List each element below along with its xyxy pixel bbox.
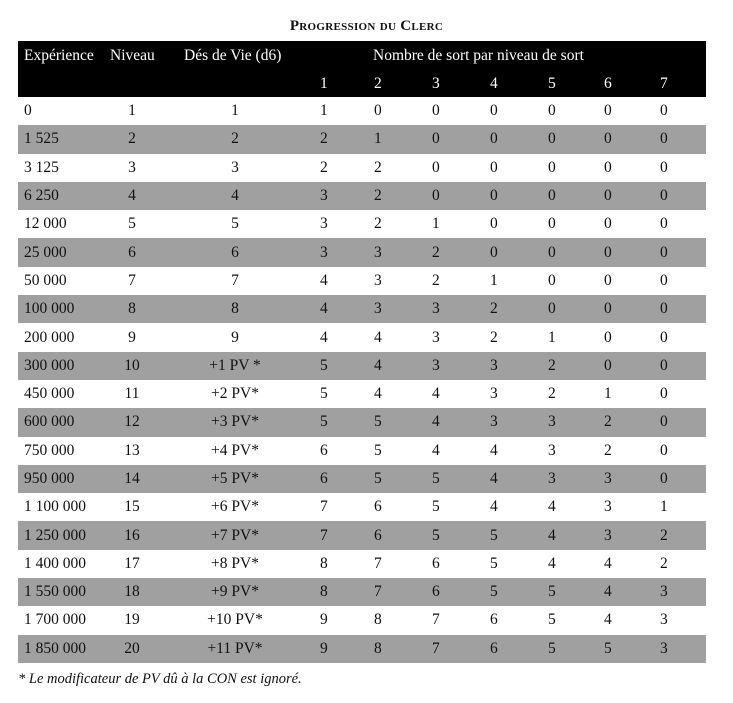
cell-experience: 200 000 [24,328,75,346]
cell-hit-dice: +4 PV* [211,441,259,459]
cell-spell-level-3: 3 [432,356,440,374]
cell-spell-level-1: 4 [320,328,328,346]
cell-spell-level-2: 4 [374,385,382,403]
cell-spell-level-2: 5 [374,441,382,459]
header-spells-group: Nombre de sort par niveau de sort [373,46,584,64]
cell-spell-level-5: 3 [548,470,556,487]
table-row [18,295,706,323]
cell-hit-dice: +1 PV * [209,356,261,374]
cell-experience: 450 000 [24,385,75,403]
cell-spell-level-1: 9 [320,611,328,629]
cell-spell-level-2: 3 [374,243,382,261]
cell-experience: 750 000 [24,441,75,459]
cell-spell-level-1: 5 [320,356,328,374]
cell-spell-level-3: 0 [432,158,440,176]
cell-spell-level-1: 8 [320,583,328,601]
cell-level: 19 [124,611,140,629]
cell-level: 12 [124,413,140,431]
cell-level: 15 [124,498,140,516]
cell-experience: 1 400 000 [24,554,86,572]
cell-spell-level-4: 0 [490,187,498,205]
cell-spell-level-6: 0 [604,243,612,261]
cell-level: 10 [124,356,140,374]
cleric-progression-table [18,41,706,663]
cell-experience: 6 250 [24,187,59,205]
table-row [18,493,706,521]
cell-level: 3 [128,158,136,176]
cell-experience: 1 250 000 [24,526,86,544]
cell-spell-level-2: 5 [374,413,382,431]
cell-spell-level-6: 0 [604,187,612,205]
cell-experience: 3 125 [24,158,59,176]
cell-spell-level-1: 1 [320,102,328,120]
cell-level: 5 [128,215,136,233]
cell-spell-level-5: 0 [548,158,556,176]
cell-spell-level-3: 0 [432,102,440,120]
cell-spell-level-2: 3 [374,300,382,318]
cell-experience: 1 550 000 [24,583,86,601]
cell-spell-level-3: 7 [432,639,440,657]
cell-spell-level-6: 3 [604,470,612,487]
header-spacer [314,41,370,70]
header-spell-level-3: 3 [432,74,440,92]
header-experience: Expérience [24,46,94,64]
cell-hit-dice: +3 PV* [211,413,259,431]
cell-spell-level-3: 2 [432,271,440,289]
cell-spell-level-1: 6 [320,470,328,487]
cell-spell-level-6: 2 [604,413,612,431]
cell-level: 1 [128,102,136,120]
header-spell-level-6: 6 [604,74,612,92]
cell-hit-dice: 9 [231,328,239,346]
cell-level: 16 [124,526,140,544]
cell-level: 2 [128,130,136,148]
header-level: Niveau [110,46,155,64]
cell-spell-level-3: 4 [432,441,440,459]
cell-spell-level-3: 3 [432,328,440,346]
cell-spell-level-3: 4 [432,385,440,403]
cell-spell-level-1: 3 [320,243,328,261]
header-spell-level-4: 4 [490,74,498,92]
cell-spell-level-1: 2 [320,158,328,176]
cell-hit-dice: +7 PV* [211,526,259,544]
cell-hit-dice: +6 PV* [211,498,259,516]
cell-spell-level-5: 0 [548,300,556,318]
cell-spell-level-4: 0 [490,102,498,120]
cell-spell-level-1: 2 [320,130,328,148]
cell-spell-level-4: 5 [490,583,498,601]
cell-spell-level-5: 0 [548,271,556,289]
table-row [18,465,706,493]
cell-spell-level-5: 0 [548,215,556,233]
cell-experience: 0 [24,102,32,120]
cell-spell-level-6: 4 [604,611,612,629]
table-row [18,380,706,408]
cell-spell-level-3: 2 [432,243,440,261]
cell-spell-level-6: 4 [604,554,612,572]
cell-spell-level-7: 0 [660,243,668,261]
header-spell-level-2: 2 [374,74,382,92]
header-row-2 [18,70,706,97]
cell-spell-level-7: 0 [660,215,668,233]
cell-spell-level-3: 0 [432,187,440,205]
cell-spell-level-5: 1 [548,328,556,346]
cell-spell-level-4: 1 [490,271,498,289]
cell-level: 18 [124,583,140,601]
table-row [18,521,706,549]
cell-spell-level-4: 6 [490,639,498,657]
cell-experience: 1 700 000 [24,611,86,629]
cell-spell-level-4: 2 [490,328,498,346]
cell-hit-dice: 8 [231,300,239,318]
cell-spell-level-4: 3 [490,356,498,374]
cell-spell-level-7: 0 [660,356,668,374]
cell-spell-level-6: 0 [604,215,612,233]
cell-spell-level-1: 9 [320,639,328,657]
cell-spell-level-3: 6 [432,583,440,601]
cell-spell-level-3: 0 [432,130,440,148]
cell-level: 9 [128,328,136,346]
cell-hit-dice: 6 [231,243,239,261]
cell-level: 14 [124,470,140,487]
cell-spell-level-3: 6 [432,554,440,572]
cell-spell-level-5: 2 [548,385,556,403]
cell-spell-level-4: 5 [490,526,498,544]
cell-spell-level-7: 2 [660,554,668,572]
cell-spell-level-6: 4 [604,583,612,601]
footnote: * Le modificateur de PV dû à la CON est ignoré. [18,671,302,687]
cell-spell-level-3: 5 [432,498,440,516]
cell-spell-level-4: 6 [490,611,498,629]
cell-level: 17 [124,554,140,572]
cell-spell-level-6: 0 [604,328,612,346]
cell-spell-level-2: 4 [374,356,382,374]
cell-spell-level-1: 5 [320,413,328,431]
cell-spell-level-3: 5 [432,526,440,544]
cell-spell-level-7: 0 [660,158,668,176]
cell-experience: 600 000 [24,413,75,431]
cell-spell-level-7: 0 [660,300,668,318]
cell-spell-level-5: 5 [548,583,556,601]
table-row [18,323,706,351]
table-row [18,578,706,606]
cell-spell-level-1: 3 [320,215,328,233]
cell-spell-level-5: 0 [548,102,556,120]
cell-level: 4 [128,187,136,205]
cell-spell-level-6: 3 [604,526,612,544]
cell-spell-level-4: 0 [490,158,498,176]
cell-spell-level-4: 3 [490,413,498,431]
cell-spell-level-6: 0 [604,158,612,176]
cell-spell-level-6: 0 [604,271,612,289]
cell-spell-level-2: 6 [374,526,382,544]
cell-spell-level-4: 4 [490,441,498,459]
cell-spell-level-5: 0 [548,243,556,261]
cell-spell-level-6: 0 [604,130,612,148]
cell-spell-level-2: 6 [374,498,382,516]
cell-spell-level-5: 0 [548,130,556,148]
table-row [18,606,706,634]
cell-hit-dice: 1 [231,102,239,120]
cell-spell-level-7: 0 [660,271,668,289]
cell-spell-level-4: 5 [490,554,498,572]
cell-level: 8 [128,300,136,318]
cell-spell-level-7: 3 [660,611,668,629]
cell-spell-level-7: 3 [660,639,668,657]
table-title: Progression du Clerc [289,18,444,34]
cell-experience: 1 850 000 [24,639,86,657]
cell-spell-level-3: 7 [432,611,440,629]
cell-experience: 100 000 [24,300,75,318]
table-row [18,267,706,295]
table-row [18,154,706,182]
cell-spell-level-5: 5 [548,639,556,657]
cell-experience: 300 000 [24,356,75,374]
cell-spell-level-7: 0 [660,130,668,148]
cell-spell-level-6: 2 [604,441,612,459]
cell-spell-level-4: 4 [490,498,498,516]
cell-spell-level-6: 5 [604,639,612,657]
cell-spell-level-1: 3 [320,187,328,205]
cell-spell-level-6: 0 [604,102,612,120]
cell-spell-level-2: 7 [374,583,382,601]
table-row [18,437,706,465]
cell-spell-level-3: 1 [432,215,440,233]
cell-experience: 950 000 [24,470,75,487]
cell-spell-level-5: 4 [548,554,556,572]
cell-spell-level-1: 7 [320,498,328,516]
table-row [18,635,706,663]
cell-experience: 1 525 [24,130,59,148]
cell-hit-dice: +5 PV* [211,470,259,487]
cell-spell-level-7: 1 [660,498,668,516]
cell-spell-level-3: 3 [432,300,440,318]
table-row [18,408,706,436]
cell-spell-level-6: 0 [604,356,612,374]
cell-level: 20 [124,639,140,657]
cell-spell-level-2: 1 [374,130,382,148]
cell-level: 13 [124,441,140,459]
cell-spell-level-1: 8 [320,554,328,572]
cell-spell-level-1: 4 [320,300,328,318]
table-row [18,550,706,578]
cell-spell-level-2: 2 [374,215,382,233]
cell-level: 7 [128,271,136,289]
cell-spell-level-7: 0 [660,441,668,459]
cell-spell-level-1: 6 [320,441,328,459]
header-spell-level-1: 1 [320,74,328,92]
header-row-1 [18,41,706,70]
cell-spell-level-2: 3 [374,271,382,289]
header-hit-dice: Dés de Vie (d6) [184,46,282,64]
cell-spell-level-1: 7 [320,526,328,544]
cell-spell-level-5: 2 [548,356,556,374]
cell-spell-level-1: 5 [320,385,328,403]
cell-level: 6 [128,243,136,261]
cell-spell-level-2: 8 [374,611,382,629]
cell-spell-level-2: 4 [374,328,382,346]
table-row [18,238,706,266]
cell-spell-level-7: 0 [660,385,668,403]
cell-hit-dice: +11 PV* [207,639,263,657]
cell-hit-dice: +8 PV* [211,554,259,572]
cell-hit-dice: +2 PV* [211,385,259,403]
cell-hit-dice: +10 PV* [207,611,263,629]
cell-spell-level-7: 0 [660,413,668,431]
cell-hit-dice: 2 [231,130,239,148]
cell-experience: 50 000 [24,271,67,289]
cell-spell-level-2: 8 [374,639,382,657]
cell-spell-level-5: 0 [548,187,556,205]
cell-spell-level-4: 4 [490,470,498,487]
cell-experience: 25 000 [24,243,67,261]
cell-hit-dice: 5 [231,215,239,233]
cell-hit-dice: 3 [231,158,239,176]
cell-spell-level-5: 3 [548,441,556,459]
cell-spell-level-2: 5 [374,470,382,487]
cell-hit-dice: +9 PV* [211,583,259,601]
table-row [18,97,706,125]
cell-hit-dice: 7 [231,271,239,289]
cell-spell-level-6: 1 [604,385,612,403]
cell-spell-level-2: 2 [374,187,382,205]
header-spell-level-7: 7 [660,74,668,92]
cell-spell-level-3: 5 [432,470,440,487]
cell-spell-level-5: 4 [548,526,556,544]
table-row [18,182,706,210]
table-row [18,210,706,238]
cell-hit-dice: 4 [231,187,239,205]
cell-spell-level-7: 2 [660,526,668,544]
cell-experience: 12 000 [24,215,67,233]
cell-spell-level-2: 7 [374,554,382,572]
cell-experience: 1 100 000 [24,498,86,516]
cell-spell-level-1: 4 [320,271,328,289]
cell-spell-level-3: 4 [432,413,440,431]
cell-spell-level-4: 3 [490,385,498,403]
cell-spell-level-4: 0 [490,215,498,233]
header-spell-level-5: 5 [548,74,556,92]
table-row [18,352,706,380]
cell-spell-level-6: 3 [604,498,612,516]
cell-spell-level-5: 4 [548,498,556,516]
cell-spell-level-4: 2 [490,300,498,318]
table-row [18,125,706,153]
cell-spell-level-7: 0 [660,328,668,346]
cell-spell-level-5: 3 [548,413,556,431]
cell-spell-level-7: 0 [660,187,668,205]
cell-spell-level-6: 0 [604,300,612,318]
cell-spell-level-2: 0 [374,102,382,120]
cell-spell-level-4: 0 [490,130,498,148]
cell-spell-level-2: 2 [374,158,382,176]
cell-spell-level-5: 5 [548,611,556,629]
cell-spell-level-7: 0 [660,470,668,487]
cell-spell-level-4: 0 [490,243,498,261]
cell-level: 11 [124,385,140,403]
cell-spell-level-7: 3 [660,583,668,601]
cell-spell-level-7: 0 [660,102,668,120]
